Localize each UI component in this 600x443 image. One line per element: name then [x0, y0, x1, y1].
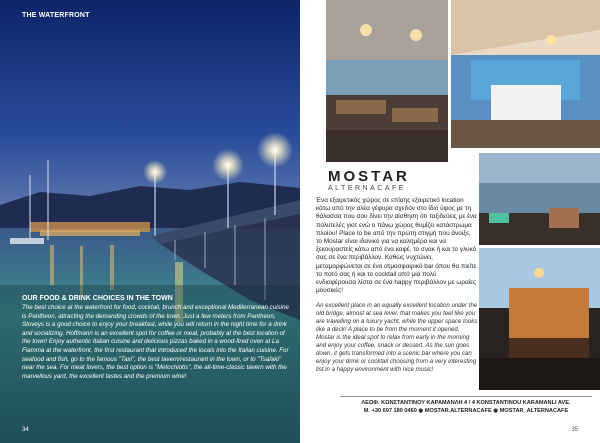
- brand-title: MOSTAR: [328, 168, 410, 185]
- right-page: [300, 0, 600, 443]
- footer-divider: [340, 396, 592, 397]
- title-block: [328, 168, 410, 192]
- left-body: The best choice at the waterfront for food, cocktail, brunch and exceptional Mediterranean cuisine is Pantheon, attracting the demanding crowds of the town. Just a few meters from Pantheon, Stoveys is a good choice to enjoy your breakfast, while you will return in the night time for a drink and socializing. Hoffmann is an excellent spot for coffee or meal, probably at the best location of the town! Enjoy authentic Italian cuisine and delicious pizzas baked in a wood-fired oven at La Fiamma at the waterfront, the first restaurant that introduced the locals into the Italian cuisine. For seafood and fish, go to the famous "Taxi", the best tavern/restaurant in the town, or to "Tsafaki" near the sea. For meat lovers, the best option is "Metochiotis", the all-time-classic tavern with the marvellous yard, the excellent tastes and the premium wine!: [22, 304, 289, 380]
- interior-photo-deck: [479, 153, 600, 245]
- interior-photo-lounge: [326, 0, 448, 162]
- section-label: THE WATERFRONT: [22, 12, 90, 19]
- english-description: An excellent place in an equally excellent location under the old bridge, almost at sea level, that makes you feel like you are travelling on a luxury yacht, while the upper space looks like a deck! A place to be from the moment it opened, Mostar is the ideal spot to relax from early in the morning and enjoy your coffee, snack or dessert. As the sun goes down, it gets transformed into a scenic bar where you can enjoy your drink or cocktail choosing from a very interesting list in a happy environment with nice music!: [316, 302, 478, 373]
- interior-photo-counter: [479, 248, 600, 390]
- left-heading: OUR FOOD & DRINK CHOICES IN THE TOWN: [22, 295, 173, 302]
- address-line: ΛΕΩΦ. ΚΩΝΣΤΑΝΤΙΝΟΥ ΚΑΡΑΜΑΝΛΗ 4 / 4 KONSTANTINOU KARAMANLI AVE.: [361, 400, 571, 406]
- brand-subtitle: ALTERNACAFE: [328, 185, 406, 192]
- page-number-left: 34: [22, 427, 29, 433]
- interior-photo-bar: [451, 0, 600, 148]
- contact-line: M. +30 697 180 0460 ◉ MOSTAR.ALTERNACAFE ◉ MOSTAR_ALTERNACAFE: [363, 408, 569, 414]
- left-article: [22, 295, 290, 381]
- footer-contact: [340, 399, 592, 415]
- greek-description: Ένα εξαιρετικός χώρος σε επίσης εξαιρετικό location κάτω από την αλέα γέφυρα σχεδόν στο ίδιο ύψος με τη θάλασσα που σου δίνει την αίσθηση ότι ταξιδεύεις με ένα πολυτελές γιοτ ενώ ο πάνω χώρος θυμίζει κατάστρωμα πλοίου! Place to be από την πρώτη στιγμή που άνοιξε, το Mostar είναι ιδανικό για να καλημέρα και να ξεκουραστείς κάτω από ένα καφέ, το σνακ ή και το γλυκό σας σε ένα περιβάλλον. Καθώς νυχτώνει, μεταμορφώνεται σε ένα ατμοσφαιρικό bar όπου θα πιείτε το ποτό σας ή και το cocktail από μια πολύ ενδιαφέρουσα λίστα σε ένα happy περιβάλλον με ωραίες μουσικές!: [316, 197, 477, 295]
- page-number-right: 35: [571, 427, 578, 433]
